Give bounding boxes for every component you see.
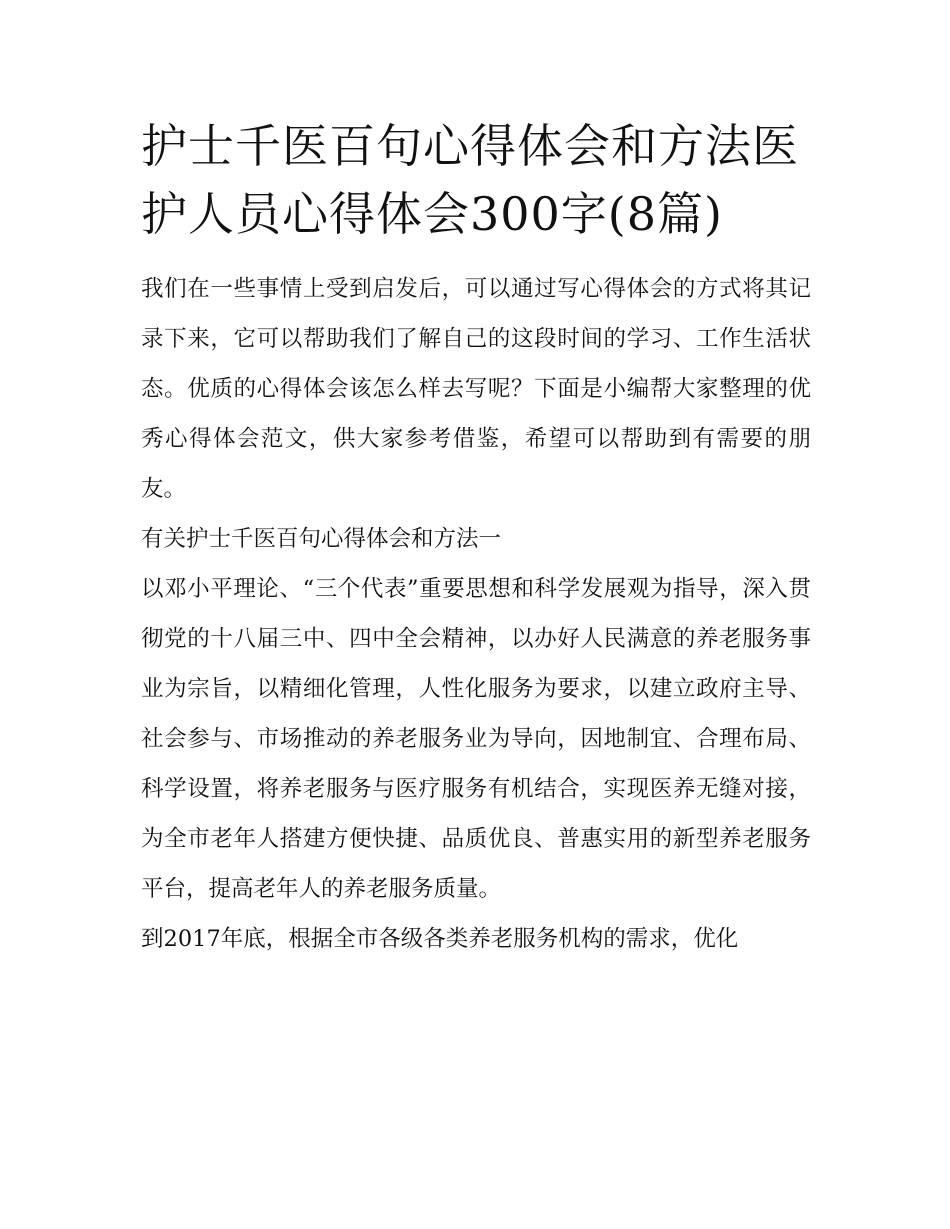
body-paragraph: 以邓小平理论、“三个代表”重要思想和科学发展观为指导，深入贯彻党的十八届三中、四中全会精神，以办好人民满意的养老服务事业为宗旨，以精细化管理，人性化服务为要求，以建立政府主导、社会参与、市场推动的养老服务业为导向，因地制宜、合理布局、科学设置，将养老服务与医疗服务有机结合，实现医养无缝对接，为全市老年人搭建方便快捷、品质优良、普惠实用的新型养老服务平台，提高老年人的养老服务质量。 — [141, 576, 811, 902]
section-heading: 有关护士千医百句心得体会和方法一 — [141, 526, 502, 552]
intro-paragraph: 我们在一些事情上受到启发后，可以通过写心得体会的方式将其记录下来，它可以帮助我们了解自己的这段时间的学习、工作生活状态。优质的心得体会该怎么样去写呢？下面是小编帮大家整理的优秀心得体会范文，供大家参考借鉴，希望可以帮助到有需要的朋友。 — [141, 276, 811, 502]
document-title: 护士千医百句心得体会和方法医护人员心得体会300字(8篇) — [141, 119, 799, 241]
document-body — [141, 264, 811, 964]
document-page — [141, 112, 811, 964]
body-paragraph: 到2017年底，根据全市各级各类养老服务机构的需求，优化 — [141, 926, 739, 952]
